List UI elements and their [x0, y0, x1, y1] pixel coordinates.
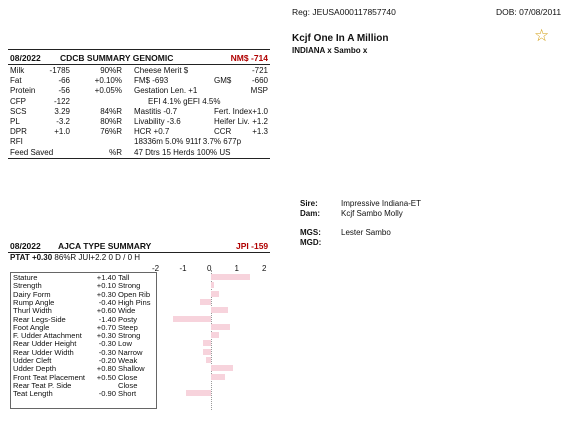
trait-name: Udder Depth — [13, 364, 57, 374]
trait-name: Udder Cleft — [13, 356, 52, 365]
genomic-row — [8, 117, 270, 127]
type-trait-row — [11, 390, 156, 398]
scale-tick-label: 0 — [207, 264, 212, 273]
jpi-index — [236, 241, 268, 251]
trait-descriptor: Low — [118, 339, 132, 349]
trait-name: Front Teat Placement — [13, 372, 86, 382]
genomic-cell: +1.0 — [54, 127, 70, 137]
genomic-cell: %R — [109, 147, 122, 157]
ptat-label: PTAT — [10, 253, 30, 262]
genomic-cell: -56 — [58, 86, 70, 96]
genomic-row — [8, 127, 270, 137]
trait-name: Rear Udder Width — [13, 347, 74, 357]
genomic-cell: 84%R — [100, 106, 122, 116]
genomic-cell: Cheese Merit $ — [134, 66, 189, 75]
genomic-cell: CCR — [214, 127, 232, 137]
trait-bar — [211, 282, 214, 288]
trait-descriptor: Wide — [118, 306, 136, 316]
genomic-row — [8, 107, 270, 117]
trait-name: Strength — [13, 281, 42, 291]
pedigree-line: INDIANA x Sambo x — [292, 46, 368, 55]
genomic-row — [8, 97, 270, 107]
trait-name: Stature — [13, 273, 38, 282]
nm-label: NM$ — [230, 53, 249, 63]
trait-value: +0.70 — [96, 322, 116, 332]
trait-value: -0.90 — [98, 389, 116, 399]
trait-name: Foot Angle — [13, 322, 50, 332]
mgs-name[interactable]: Lester Sambo — [341, 228, 391, 237]
dam-label: Dam: — [300, 209, 321, 218]
trait-name: Thurl Width — [13, 306, 52, 316]
trait-descriptor: Open Rib — [118, 289, 151, 299]
trait-name: Rear Teat P. Side — [13, 380, 72, 390]
genomic-cell: Heifer Liv. — [214, 117, 250, 126]
trait-bar — [173, 316, 212, 322]
trait-descriptor: Weak — [118, 356, 138, 365]
animal-name: Kcjf One In A Million — [292, 33, 389, 44]
trait-bar — [211, 291, 219, 297]
genomic-row — [8, 86, 270, 96]
genomic-date: 08/2022 — [10, 53, 41, 63]
trait-descriptor: Steep — [118, 322, 138, 332]
genomic-cell: +1.3 — [252, 127, 268, 137]
genomic-cell: Gestation Len. +1 — [134, 86, 198, 96]
trait-name: Rump Angle — [13, 297, 55, 307]
type-traits-table — [10, 272, 157, 409]
trait-descriptor: Shallow — [118, 364, 145, 374]
nm-value: -714 — [250, 53, 268, 63]
genomic-cell: Livability -3.6 — [134, 117, 181, 126]
genomic-cell: EFI 4.1% gEFI 4.5% — [148, 96, 221, 106]
genomic-cell: 90%R — [100, 66, 122, 75]
sire-name[interactable]: Impressive Indiana-ET — [341, 199, 422, 208]
genomic-cell: -721 — [251, 66, 268, 75]
trait-bar — [203, 349, 211, 355]
trait-bar — [211, 307, 228, 313]
genomic-cell: +1.0 — [252, 106, 268, 116]
scale-tick-label: -1 — [179, 264, 187, 273]
ptat-line — [10, 253, 140, 262]
trait-descriptor: Strong — [118, 281, 141, 291]
trait-value: -1.40 — [98, 314, 116, 324]
trait-value: +0.60 — [96, 306, 116, 316]
trait-descriptor: Narrow — [118, 347, 143, 357]
favorite-star-icon[interactable]: ☆ — [534, 26, 550, 45]
genomic-cell: SCS — [10, 106, 27, 116]
ptat-rest: 86%R JUI+2.2 0 D / 0 H — [54, 253, 141, 262]
type-title: AJCA TYPE SUMMARY — [58, 241, 152, 251]
genomic-cell: 18336m 5.0% 911f 3.7% 677p — [134, 137, 242, 147]
trait-descriptor: High Pins — [118, 297, 151, 307]
genomic-cell: -3.2 — [56, 117, 70, 126]
genomic-cell: DPR — [10, 127, 27, 137]
sire-label: Sire: — [300, 199, 318, 208]
genomic-cell: -122 — [53, 96, 70, 106]
trait-bar — [200, 299, 211, 305]
trait-value: +0.50 — [96, 372, 116, 382]
genomic-cell: Fat — [10, 76, 22, 86]
scale-tick-label: 1 — [234, 264, 239, 273]
trait-bar — [211, 374, 225, 380]
ptat-value: +0.30 — [31, 253, 53, 262]
trait-descriptor: Strong — [118, 331, 141, 341]
genomic-cell: HCR +0.7 — [134, 127, 170, 137]
mgs-label: MGS: — [300, 228, 321, 237]
genomic-cell: Feed Saved — [10, 147, 54, 157]
trait-bar — [211, 332, 219, 338]
genomic-cell: Fert. Index — [214, 106, 253, 116]
jpi-label: JPI — [236, 241, 249, 251]
genomic-summary-header — [8, 53, 270, 64]
genomic-cell: +0.10% — [94, 76, 122, 86]
trait-bar — [211, 324, 230, 330]
trait-name: Rear Legs-Side — [13, 314, 66, 324]
date-of-birth: DOB: 07/08/2011 — [496, 7, 562, 17]
genomic-cell: GM$ — [214, 76, 232, 86]
scale-tick-label: 2 — [262, 264, 267, 273]
genomic-row — [8, 66, 270, 76]
genomic-cell: -660 — [251, 76, 268, 86]
genomic-cell: +1.2 — [252, 117, 268, 126]
trait-bar — [203, 340, 211, 346]
genomic-row — [8, 76, 270, 86]
trait-bar — [206, 357, 212, 363]
nm-dollar — [231, 53, 268, 63]
genomic-cell: -66 — [58, 76, 70, 86]
type-date: 08/2022 — [10, 241, 41, 251]
trait-descriptor: Short — [118, 389, 137, 399]
genomic-row — [8, 137, 270, 147]
genomic-cell: CFP — [10, 96, 26, 106]
genomic-row — [8, 148, 270, 158]
trait-name: Rear Udder Height — [13, 339, 77, 349]
registration-number: Reg: JEUSA000117857740 — [292, 7, 396, 17]
genomic-title: CDCB SUMMARY GENOMIC — [60, 53, 174, 63]
trait-value: -0.40 — [98, 297, 116, 307]
trait-value: +0.30 — [96, 289, 116, 299]
trait-descriptor: Close — [118, 380, 138, 390]
genomic-cell: 47 Dtrs 15 Herds 100% US — [134, 147, 231, 157]
scale-tick-label: -2 — [152, 264, 160, 273]
jpi-value: -159 — [251, 241, 269, 251]
genomic-cell: FM$ -693 — [134, 76, 169, 86]
genomic-cell: 3.29 — [54, 106, 70, 116]
trait-name: F. Udder Attachment — [13, 331, 82, 341]
genomic-cell: MSP — [250, 86, 268, 96]
genomic-cell: 80%R — [100, 117, 122, 126]
trait-value: -0.30 — [98, 347, 116, 357]
trait-value: +0.10 — [96, 281, 116, 291]
genomic-cell: +0.05% — [94, 86, 122, 96]
trait-value: +0.30 — [96, 331, 116, 341]
trait-descriptor: Posty — [118, 314, 137, 324]
trait-value: +1.40 — [96, 273, 116, 282]
genomic-cell: Protein — [10, 86, 36, 96]
genomic-cell: Milk — [10, 66, 25, 75]
trait-descriptor: Tall — [118, 273, 130, 282]
trait-bar — [211, 274, 250, 280]
genomic-cell: RFI — [10, 137, 23, 147]
trait-value: -0.20 — [98, 356, 116, 365]
genomic-summary-panel — [8, 49, 270, 159]
mgd-label: MGD: — [300, 238, 322, 247]
trait-value: -0.30 — [98, 339, 116, 349]
trait-name: Teat Length — [13, 389, 53, 399]
genomic-cell: Mastitis -0.7 — [134, 106, 178, 116]
trait-value: +0.80 — [96, 364, 116, 374]
genomic-divider — [8, 64, 270, 65]
genomic-cell: -1785 — [49, 66, 70, 75]
trait-name: Dairy Form — [13, 289, 51, 299]
dam-name[interactable]: Kcjf Sambo Molly — [341, 209, 403, 218]
trait-bar — [211, 365, 233, 371]
genomic-cell: 76%R — [100, 127, 122, 137]
trait-bar — [186, 390, 211, 396]
genomic-cell: PL — [10, 117, 20, 126]
trait-descriptor: Close — [118, 372, 138, 382]
